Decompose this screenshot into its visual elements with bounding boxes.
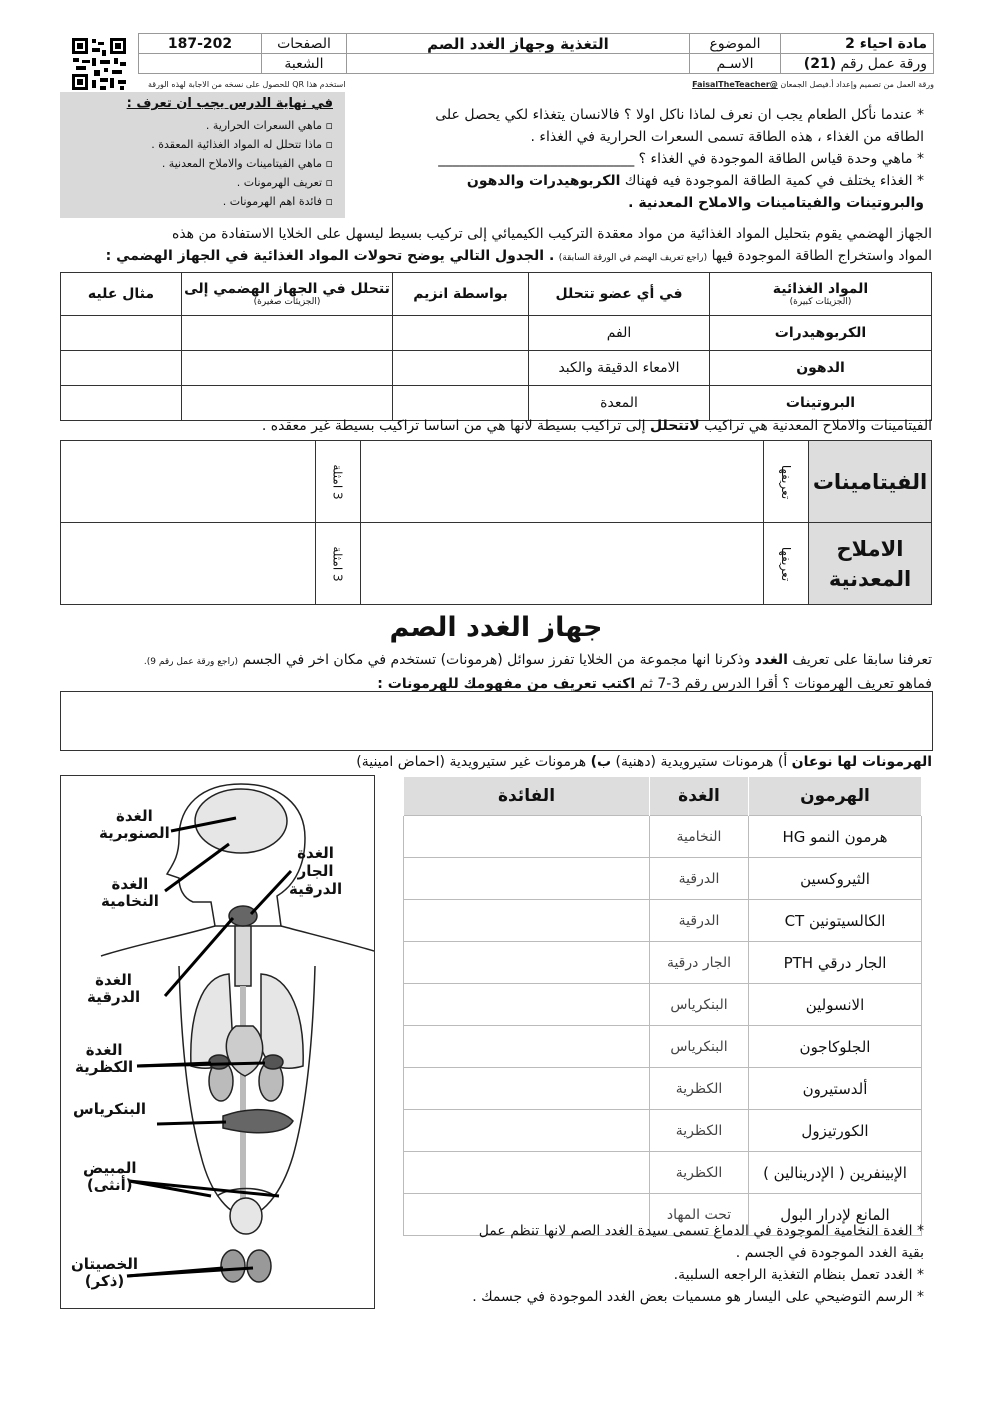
- answer-cell[interactable]: [393, 351, 529, 386]
- vitamins-minerals-table: [60, 440, 932, 605]
- label-thyroid: الغدة الدرقية: [87, 971, 141, 1006]
- objective-item: ▫ فائدة اهم الهرمونات .: [222, 195, 333, 208]
- table-row: الدهون الامعاء الدقيقة والكبد: [61, 351, 932, 386]
- col-organ: في أي عضو تتحلل: [529, 273, 710, 316]
- table-row: الكورتيزول الكظرية: [404, 1110, 922, 1152]
- col-benefit: الفائدة: [404, 777, 650, 816]
- label-adrenal: الغدة الكظرية: [75, 1041, 134, 1076]
- definition-label: تعريفها: [764, 523, 809, 605]
- col-gland: الغدة: [650, 777, 749, 816]
- qr-code: [70, 36, 128, 92]
- section-label: الشعبة: [262, 54, 347, 74]
- pages-value: 187-202: [139, 34, 262, 54]
- section-field[interactable]: [139, 54, 262, 74]
- objective-item: ▫ ماهي الفيتامينات والاملاح المعدنية .: [161, 157, 333, 170]
- table-row: هرمون النمو HG النخامية: [404, 816, 922, 858]
- benefit-field[interactable]: [404, 1026, 650, 1068]
- answer-cell[interactable]: [182, 316, 393, 351]
- name-label: الاسـم: [690, 54, 781, 74]
- benefit-field[interactable]: [404, 900, 650, 942]
- benefit-field[interactable]: [404, 984, 650, 1026]
- vitamins-examples-field[interactable]: [61, 441, 316, 523]
- minerals-label: الاملاح المعدنية: [809, 523, 932, 605]
- minerals-examples-field[interactable]: [61, 523, 316, 605]
- vitamins-label: الفيتامينات: [809, 441, 932, 523]
- name-field[interactable]: [347, 54, 690, 74]
- minerals-definition-field[interactable]: [361, 523, 764, 605]
- label-pituitary: الغدة النخامية: [101, 875, 159, 910]
- vitamins-sentence: الفيتامينات والاملاح المعدنية هي تراكيب لاتتحلل إلى تراكيب بسيطة لانها هي من اساسا تراكيب بسيطة غير معقده .: [261, 418, 932, 434]
- definition-label: تعريفها: [764, 441, 809, 523]
- digestion-paragraph: الجهاز الهضمي يقوم بتحليل المواد الغذائية من مواد معقدة التركيب الكيميائي إلى تركيب بسيط ليسهل على الخلايا الاستفادة من هذه المواد واستخراج الطاقة الموجودة فيها (راجع تعريف الهضم في الورقة السابقة) . الجدول التالي يوضح تحولات المواد الغذائية في الجهاز الهضمي :: [105, 226, 932, 264]
- examples-label: 3 امثلة: [316, 523, 361, 605]
- table-row: الجار درقي PTH الجار درقية: [404, 942, 922, 984]
- table-row: الثيروكسين الدرقية: [404, 858, 922, 900]
- answer-cell[interactable]: [61, 316, 182, 351]
- hormones-table: [403, 777, 922, 1236]
- topic-value: التغذية وجهاز الغدد الصم: [347, 34, 690, 54]
- objectives-title: في نهاية الدرس يجب ان تعرف :: [126, 96, 333, 111]
- section-title: جهاز الغدد الصم: [389, 612, 603, 643]
- hormone-types: الهرمونات لها نوعان أ) هرمونات ستيرويدية (دهنية) ب) هرمونات غير ستيرويدية (احماض امينية): [356, 754, 932, 770]
- answer-cell[interactable]: [61, 351, 182, 386]
- benefit-field[interactable]: [404, 942, 650, 984]
- header-table: [138, 33, 934, 74]
- benefit-field[interactable]: [404, 816, 650, 858]
- table-row: المانع لإدرار البول تحت المهاد: [404, 1194, 922, 1236]
- table-row: الكالسيتونين CT الدرقية: [404, 900, 922, 942]
- digestion-table: [60, 272, 932, 421]
- endocrine-figure: [60, 775, 375, 1309]
- col-product: تتحلل في الجهاز الهضمي إلى (الجزيئات صغيرة): [182, 273, 393, 316]
- pages-label: الصفحات: [262, 34, 347, 54]
- table-row: ألدستيرون الكظرية: [404, 1068, 922, 1110]
- label-parathyroid: الغدة الجار الدرقية: [289, 844, 343, 898]
- answer-cell[interactable]: [393, 316, 529, 351]
- author-handle: @FaisalTheTeacher: [692, 80, 778, 89]
- objectives-list: [151, 116, 333, 211]
- examples-label: 3 امثلة: [316, 441, 361, 523]
- col-enzyme: بواسطة انزيم: [393, 273, 529, 316]
- table-row: الكربوهيدرات الفم: [61, 316, 932, 351]
- col-hormone: الهرمون: [749, 777, 922, 816]
- label-ovary: المبيض (أنثى): [83, 1159, 137, 1194]
- table-row: الانسولين البنكرياس: [404, 984, 922, 1026]
- hormone-definition-field[interactable]: [60, 691, 933, 751]
- benefit-field[interactable]: [404, 1068, 650, 1110]
- label-pancreas: البنكرياس: [73, 1100, 147, 1118]
- answer-cell[interactable]: [182, 351, 393, 386]
- label-pineal: الغدة الصنوبرية: [99, 807, 170, 842]
- objective-item: ▫ تعريف الهرمونات .: [236, 176, 333, 189]
- vitamins-definition-field[interactable]: [361, 441, 764, 523]
- objective-item: ▫ ماهي السعرات الحرارية .: [205, 119, 333, 132]
- qr-note: استخدم هذا QR للحصول على نسخه من الاجابة لهذه الورقة: [148, 80, 346, 89]
- objectives-box: [60, 92, 345, 218]
- endocrine-notes: * الغدة النخامية الموجودة في الدماغ تسمى سيدة الغدد الصم لانها تنظم عمل بقية الغدد الموجودة في الجسم . * الغدد تعمل بنظام التغذية الراجعه السلبية. * الرسم التوضيحي على اليسار هو مسميات بعض الغدد الموجودة في جسمك .: [472, 1223, 924, 1305]
- table-row: الجلوكاجون البنكرياس: [404, 1026, 922, 1068]
- benefit-field[interactable]: [404, 1152, 650, 1194]
- credit-line: ورقة العمل من تصميم وإعداد أ.فيصل الجمعان @FaisalTheTeacher: [692, 80, 934, 89]
- label-testes: الخصيتان (ذكر): [71, 1255, 139, 1290]
- objective-item: ▫ ماذا تتحلل له المواد الغذائية المعقدة .: [151, 138, 333, 151]
- benefit-field[interactable]: [404, 1110, 650, 1152]
- intro-text: * عندما نأكل الطعام يجب ان نعرف لماذا ناكل اولا ؟ فالانسان يتغذاء لكي يحصل على الطاقه من الغذاء ، هذه الطاقة تسمى السعرات الحرارية في الغذاء . * ماهي وحدة قياس الطاقة الموجودة في الغذاء ؟ ____________________________ * الغذاء يختلف في كمية الطاقة الموجودة فيه فهناك الكربوهيدرات والدهون والبروتينات والفيتامينات والاملاح المعدنية .: [435, 107, 924, 211]
- worksheet-cell: ورقة عمل رقم (21): [781, 54, 934, 74]
- table-row: البروتينات المعدة: [61, 386, 932, 421]
- benefit-field[interactable]: [404, 858, 650, 900]
- subject-cell: مادة احياء 2: [781, 34, 934, 54]
- col-example: مثال عليه: [61, 273, 182, 316]
- col-food: المواد الغذائية (الجزيئات كبيرة): [710, 273, 932, 316]
- topic-label: الموضوع: [690, 34, 781, 54]
- endocrine-intro: تعرفنا سابقا على تعريف الغدد وذكرنا انها مجموعة من الخلايا تفرز سوائل (هرمونات) تستخدم في مكان اخر في الجسم (راجع ورقة عمل رقم 9). فماهو تعريف الهرمونات ؟ أقرا الدرس رقم 3-7 ثم اكتب تعريف من مفهومك للهرمونات :: [143, 652, 932, 692]
- table-row: الإبينفرين ( الإدرينالين ) الكظرية: [404, 1152, 922, 1194]
